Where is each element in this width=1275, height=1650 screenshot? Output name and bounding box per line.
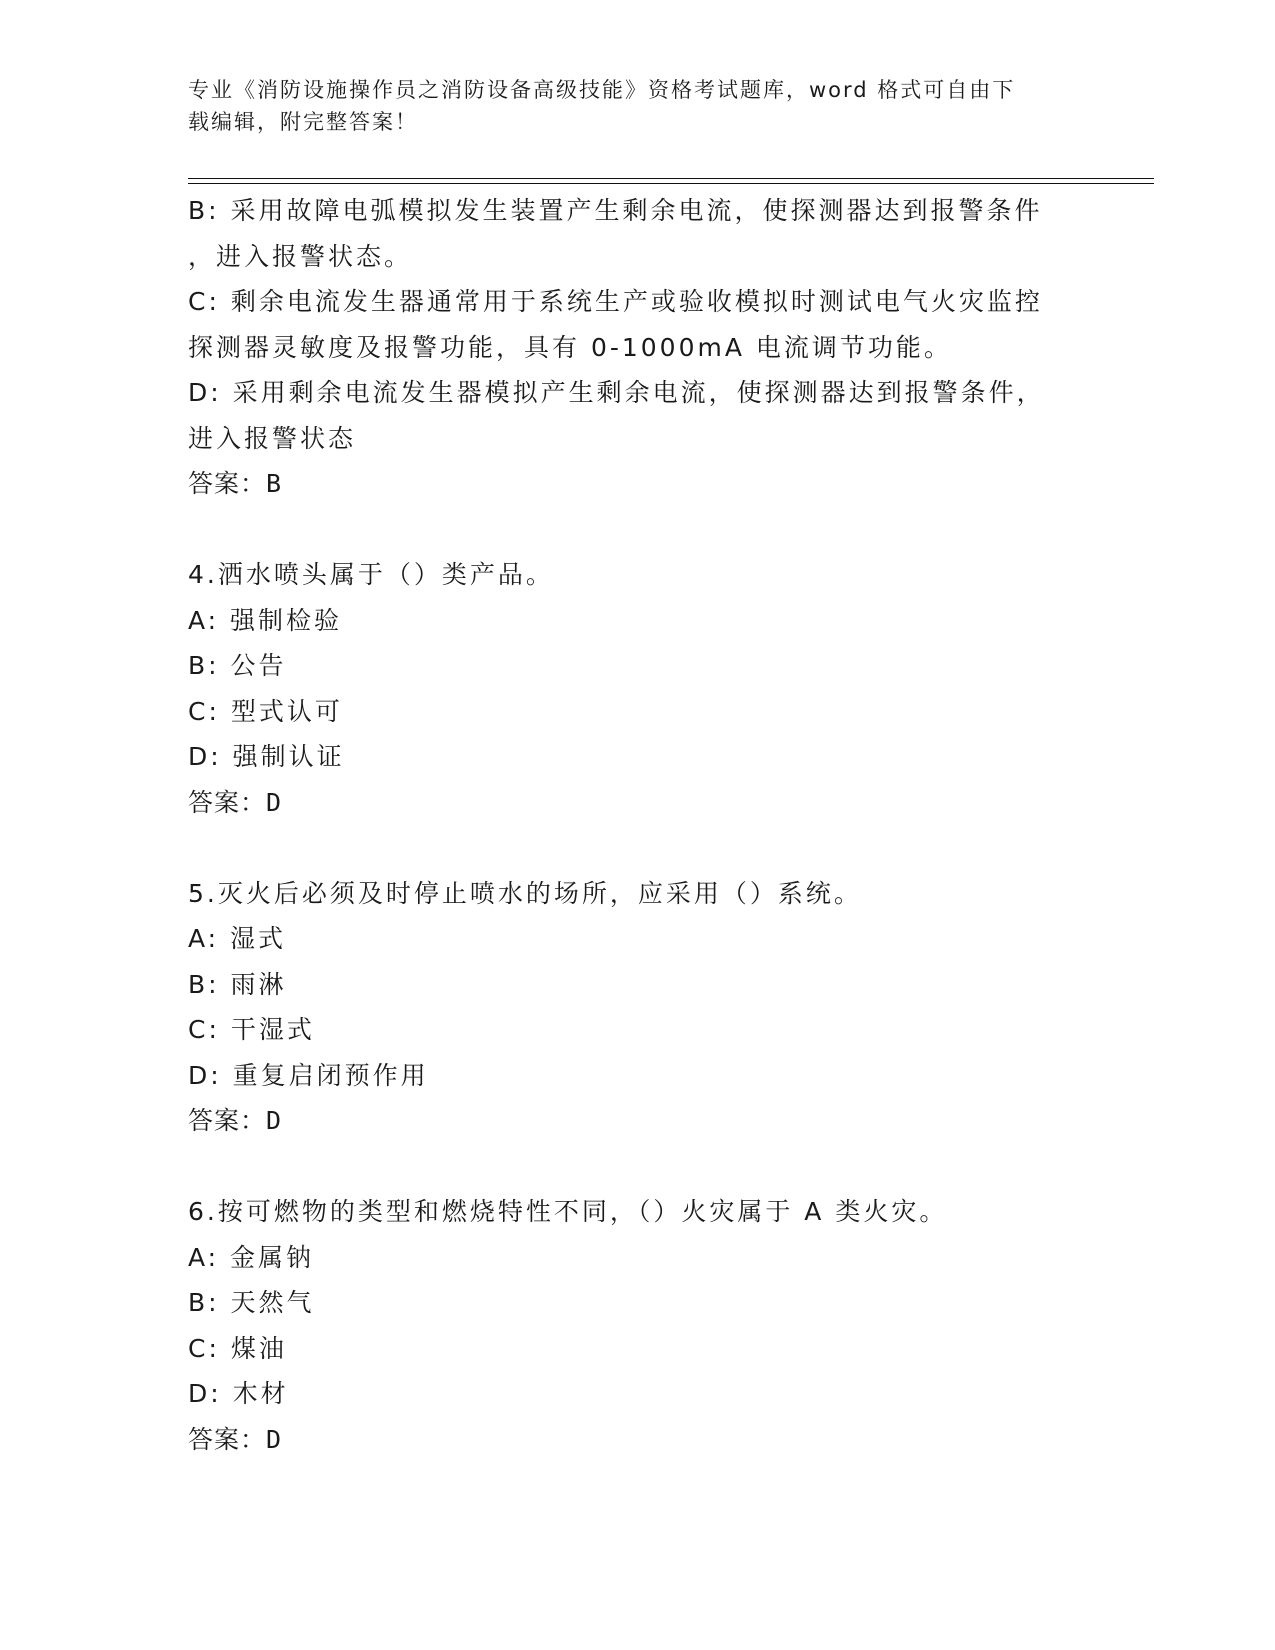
q6-option-c: C: 煤油 <box>188 1333 287 1363</box>
q5-question: 5.灭火后必须及时停止喷水的场所，应采用（）系统。 <box>188 878 862 908</box>
q6-answer: 答案：D <box>188 1424 283 1454</box>
spacer <box>188 1144 1088 1190</box>
document-body <box>188 188 1088 1462</box>
spacer <box>188 825 1088 871</box>
spacer <box>188 507 1088 553</box>
q3-option-b-line-1: B: 采用故障电弧模拟发生装置产生剩余电流，使探测器达到报警条件 <box>188 196 1043 225</box>
header-line-1: 专业《消防设施操作员之消防设备高级技能》资格考试题库，word 格式可自由下 <box>188 78 1016 102</box>
question-3-continued <box>188 188 1088 507</box>
q4-option-b: B: 公告 <box>188 651 287 680</box>
q5-option-a: A: 湿式 <box>188 924 287 953</box>
q4-option-c: C: 型式认可 <box>188 696 343 726</box>
question-6 <box>188 1189 1088 1462</box>
q3-option-c-line-1: C: 剩余电流发生器通常用于系统生产或验收模拟时测试电气火灾监控 <box>188 287 1043 316</box>
q6-option-a: A: 金属钠 <box>188 1242 315 1272</box>
q5-answer: 答案：D <box>188 1106 283 1135</box>
q3-answer: 答案：B <box>188 469 283 498</box>
q4-option-d: D: 强制认证 <box>188 742 345 771</box>
header-divider-top <box>188 178 1154 179</box>
header-line-2: 载编辑，附完整答案！ <box>188 110 418 134</box>
q3-option-c-line-2: 探测器灵敏度及报警功能，具有 0-1000mA 电流调节功能。 <box>188 332 952 362</box>
document-header <box>188 74 1068 138</box>
q3-option-d-line-1: D: 采用剩余电流发生器模拟产生剩余电流，使探测器达到报警条件， <box>188 378 1045 407</box>
q3-option-b-line-2: ，进入报警状态。 <box>188 241 413 271</box>
q3-option-d-line-2: 进入报警状态 <box>188 423 357 453</box>
q6-question: 6.按可燃物的类型和燃烧特性不同，（）火灾属于 A 类火灾。 <box>188 1197 948 1226</box>
q5-option-b: B: 雨淋 <box>188 969 287 999</box>
q5-option-d: D: 重复启闭预作用 <box>188 1060 429 1090</box>
question-4 <box>188 552 1088 825</box>
q4-option-a: A: 强制检验 <box>188 605 343 635</box>
q6-option-b: B: 天然气 <box>188 1288 315 1317</box>
q4-answer: 答案：D <box>188 787 283 817</box>
q4-question: 4.洒水喷头属于（）类产品。 <box>188 560 554 589</box>
q5-option-c: C: 干湿式 <box>188 1015 315 1044</box>
header-divider-bottom <box>188 183 1154 184</box>
question-5 <box>188 871 1088 1144</box>
q6-option-d: D: 木材 <box>188 1379 289 1408</box>
